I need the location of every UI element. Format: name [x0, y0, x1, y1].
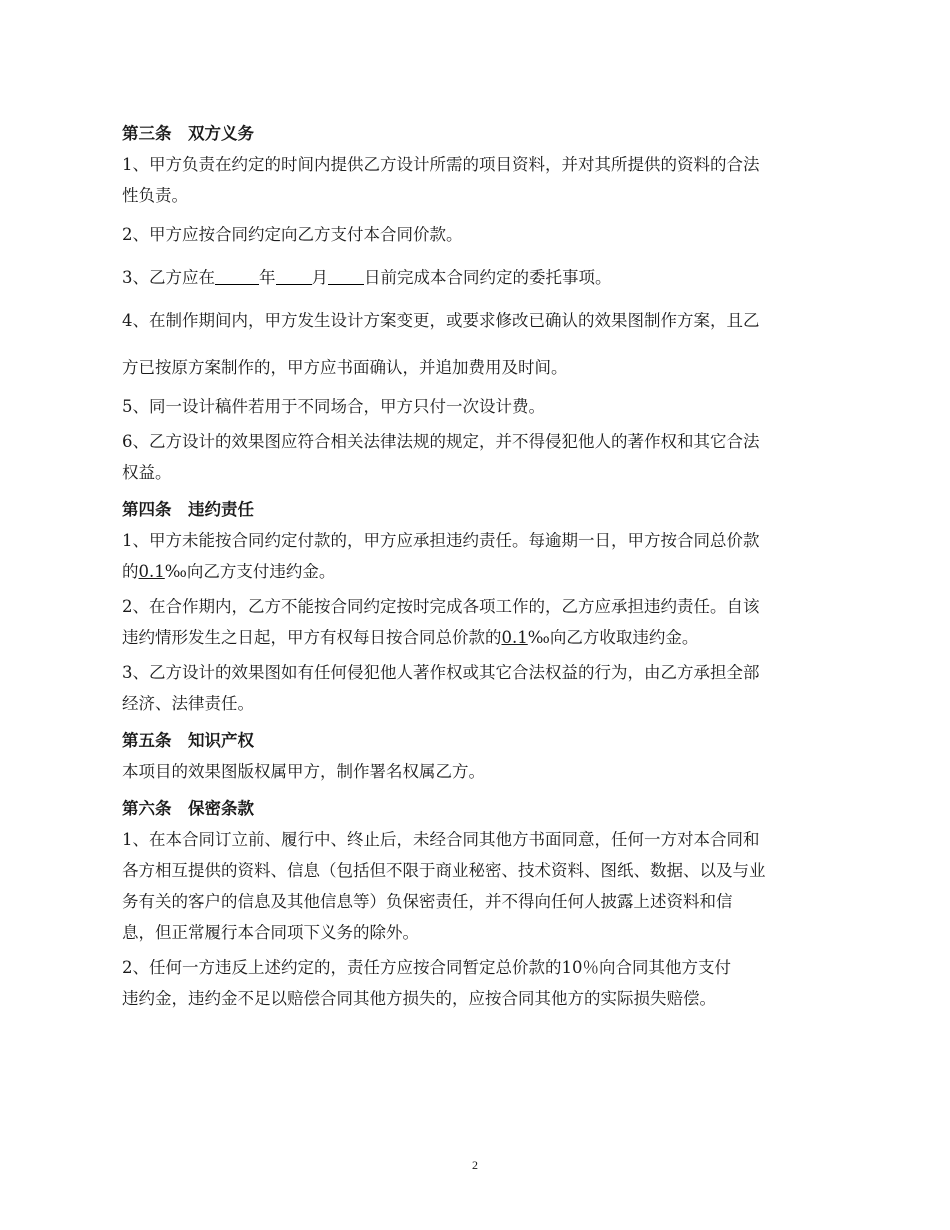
- article-6-clause-2-line-1: 2、任何一方违反上述约定的，责任方应按合同暂定总价款的10％向合同其他方支付: [122, 958, 731, 977]
- article-3-clause-6-line-2: 权益。: [122, 463, 172, 482]
- article-4-clause-1-line-1: 1、甲方未能按合同约定付款的，甲方应承担违约责任。每逾期一日，甲方按合同总价款: [122, 531, 760, 550]
- article-6-clause-2-line-2: 违约金，违约金不足以赔偿合同其他方损失的，应按合同其他方的实际损失赔偿。: [122, 989, 716, 1008]
- article-6-clause-1-line-4: 息，但正常履行本合同项下义务的除外。: [122, 923, 419, 942]
- penalty-rate: 0.1: [138, 562, 165, 581]
- article-3-clause-4-line-2: 方已按原方案制作的，甲方应书面确认，并追加费用及时间。: [122, 358, 568, 377]
- article-4-clause-1-line-2: 的0.1‰向乙方支付违约金。: [122, 562, 336, 581]
- contract-page-body: [122, 118, 830, 1014]
- article-3-clause-3: 3、乙方应在 年 月 日前完成本合同约定的委托事项。: [122, 268, 612, 287]
- article-3-clause-4-line-1: 4、在制作期间内，甲方发生设计方案变更，或要求修改已确认的效果图制作方案，且乙: [122, 311, 760, 330]
- article-5-heading: 第五条 知识产权: [122, 731, 254, 750]
- article-3-heading: 第三条 双方义务: [122, 124, 254, 143]
- article-4-heading: 第四条 违约责任: [122, 500, 254, 519]
- article-4-clause-2-line-2: 违约情形发生之日起，甲方有权每日按合同总价款的0.1‰向乙方收取违约金。: [122, 628, 699, 647]
- article-6-clause-1-line-1: 1、在本合同订立前、履行中、终止后，未经合同其他方书面同意，任何一方对本合同和: [122, 830, 760, 849]
- article-4-clause-2-line-1: 2、在合作期内，乙方不能按合同约定按时完成各项工作的，乙方应承担违约责任。自该: [122, 597, 760, 616]
- article-6-clause-1-line-3: 务有关的客户的信息及其他信息等）负保密责任，并不得向任何人披露上述资料和信: [122, 892, 733, 911]
- article-3-clause-2: 2、甲方应按合同约定向乙方支付本合同价款。: [122, 225, 463, 244]
- article-3-clause-1-line-1: 1、甲方负责在约定的时间内提供乙方设计所需的项目资料，并对其所提供的资料的合法: [122, 155, 760, 174]
- year-blank[interactable]: [215, 266, 259, 285]
- article-5-clause-1: 本项目的效果图版权属甲方，制作署名权属乙方。: [122, 762, 485, 781]
- day-blank[interactable]: [328, 266, 364, 285]
- article-3-clause-5: 5、同一设计稿件若用于不同场合，甲方只付一次设计费。: [122, 397, 545, 416]
- article-3-clause-1-line-2: 性负责。: [122, 186, 188, 205]
- month-blank[interactable]: [276, 266, 312, 285]
- article-6-clause-1-line-2: 各方相互提供的资料、信息（包括但不限于商业秘密、技术资料、图纸、数据、以及与业: [122, 861, 766, 880]
- article-6-heading: 第六条 保密条款: [122, 799, 254, 818]
- article-3-clause-6-line-1: 6、乙方设计的效果图应符合相关法律法规的规定，并不得侵犯他人的著作权和其它合法: [122, 432, 760, 451]
- penalty-rate: 0.1: [501, 628, 528, 647]
- article-4-clause-3-line-1: 3、乙方设计的效果图如有任何侵犯他人著作权或其它合法权益的行为，由乙方承担全部: [122, 663, 760, 682]
- page-number: 2: [472, 1158, 478, 1172]
- article-4-clause-3-line-2: 经济、法律责任。: [122, 694, 254, 713]
